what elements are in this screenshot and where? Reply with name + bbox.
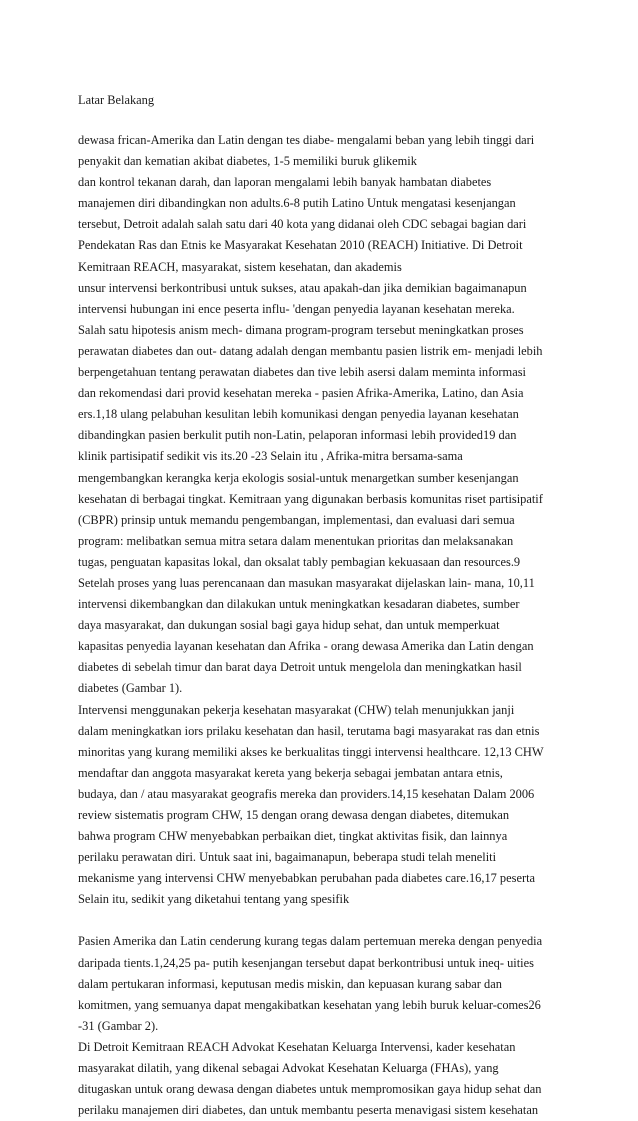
text-line: dalam meningkatkan iors prilaku kesehatan dan hasil, terutama bagi masyarakat ras dan etnis (78, 723, 540, 738)
text-line: tersebut, Detroit adalah salah satu dari 40 kota yang didanai oleh CDC sebagai bagian dari (78, 217, 527, 232)
body-text (78, 130, 568, 1121)
text-line: (CBPR) prinsip untuk memandu pengembangan, implementasi, dan evaluasi dari semua (78, 512, 515, 527)
text-line: program: melibatkan semua mitra setara dalam menentukan prioritas dan melaksanakan (78, 533, 514, 548)
text-line: masyarakat dilatih, yang dikenal sebagai Advokat Kesehatan Keluarga (FHAs), yang (78, 1061, 499, 1076)
text-line: intervensi hubungan ini ence peserta influ- 'dengan penyedia layanan kesehatan mereka. (78, 301, 515, 316)
document-page (78, 90, 568, 1121)
text-line: perilaku perawatan diri. Untuk saat ini, bagaimanapun, beberapa studi telah meneliti (78, 850, 497, 865)
text-line: mekanisme yang intervensi CHW menyebabkan perubahan pada diabetes care.16,17 peserta (78, 871, 536, 886)
text-line: review sistematis program CHW, 15 dengan orang dewasa dengan diabetes, ditemukan (78, 808, 510, 822)
text-line: mendaftar dan anggota masyarakat kereta yang bekerja sebagai jembatan antara etnis, (78, 765, 503, 780)
text-line: Salah satu hipotesis anism mech- dimana program-program tersebut meningkatkan proses (78, 322, 524, 337)
text-line: kesehatan di berbagai tingkat. Kemitraan yang digunakan berbasis komunitas riset partisipatif (78, 491, 543, 506)
text-line: minoritas yang kurang memiliki akses ke berkualitas tinggi intervensi healthcare. 12,13 CHW (78, 744, 544, 759)
text-line: ers.1,18 ulang pelabuhan kesulitan lebih komunikasi dengan penyedia layanan kesehatan (78, 407, 519, 422)
text-line: Pendekatan Ras dan Etnis ke Masyarakat Kesehatan 2010 (REACH) Initiative. Di Detroit (78, 238, 523, 253)
text-line: perawatan diabetes dan out- datang adalah dengan membantu pasien listrik em- menjadi lebih (78, 343, 543, 358)
text-line: kapasitas penyedia layanan kesehatan dan Afrika - orang dewasa Amerika dan Latin dengan (78, 639, 534, 654)
text-line: intervensi dikembangkan dan dilakukan untuk meningkatkan kesadaran diabetes, sumber (78, 597, 520, 612)
text-line: -31 (Gambar 2). (78, 1018, 159, 1033)
text-line: penyakit dan kematian akibat diabetes, 1-5 memiliki buruk glikemik (78, 154, 417, 169)
text-line: dan kontrol tekanan darah, dan laporan mengalami lebih banyak hambatan diabetes (78, 175, 492, 190)
text-line: daya masyarakat, dan dukungan sosial bagi gaya hidup sehat, dan untuk memperkuat (78, 618, 500, 633)
text-line: perilaku manajemen diri diabetes, dan untuk membantu peserta menavigasi sistem kesehatan (78, 1103, 539, 1118)
text-line: ditugaskan untuk orang dewasa dengan diabetes untuk mempromosikan gaya hidup sehat dan (78, 1082, 542, 1097)
text-line: dan rekomendasi dari provid kesehatan mereka - pasien Afrika-Amerika, Latino, dan Asia (78, 386, 524, 401)
text-line: mengembangkan kerangka kerja ekologis sosial-untuk menargetkan sumber kesenjangan (78, 470, 519, 485)
text-line: klinik partisipatif sedikit vis its.20 -23 Selain itu , Afrika-mitra bersama-sama (78, 449, 463, 464)
text-line: bahwa program CHW menyebabkan perbaikan diet, tingkat aktivitas fisik, dan lainnya (78, 829, 508, 844)
section-heading: Latar Belakang (78, 93, 155, 107)
text-line: dewasa frican-Amerika dan Latin dengan tes diabe- mengalami beban yang lebih tinggi dari (78, 133, 535, 147)
text-line: dalam pertukaran informasi, keputusan medis miskin, dan kepuasan kurang sabar dan (78, 976, 502, 991)
text-line: unsur intervensi berkontribusi untuk sukses, atau apakah-dan jika demikian bagaimanapun (78, 280, 527, 295)
text-line: berpengetahuan tentang perawatan diabetes dan tive lebih asersi dalam meminta informasi (78, 365, 526, 380)
paragraph (78, 931, 568, 1121)
text-line: komitmen, yang semuanya dapat mengakibatkan kesehatan yang lebih buruk keluar-comes26 (78, 997, 541, 1012)
text-line: dibandingkan pasien berkulit putih non-Latin, pelaporan informasi lebih provided19 dan (78, 428, 517, 443)
text-line: Setelah proses yang luas perencanaan dan masukan masyarakat dijelaskan lain- mana, 10,11 (78, 575, 535, 590)
text-line: manajemen diri dibandingkan non adults.6-8 putih Latino Untuk mengatasi kesenjangan (78, 196, 516, 211)
text-line: tugas, penguatan kapasitas lokal, dan oksalat tably pembagian kekuasaan dan resources.9 (78, 554, 521, 569)
text-line: Intervensi menggunakan pekerja kesehatan masyarakat (CHW) telah menunjukkan janji (78, 702, 515, 717)
text-line: diabetes di sebelah timur dan barat daya Detroit untuk mengelola dan meningkatkan hasil (78, 660, 522, 675)
text-line: budaya, dan / atau masyarakat geografis mereka dan providers.14,15 kesehatan Dalam 2006 (78, 786, 535, 801)
text-line: Pasien Amerika dan Latin cenderung kurang tegas dalam pertemuan mereka dengan penyedia (78, 934, 543, 949)
text-line: Selain itu, sedikit yang diketahui tentang yang spesifik (78, 892, 350, 907)
text-line: Di Detroit Kemitraan REACH Advokat Kesehatan Keluarga Intervensi, kader kesehatan (78, 1039, 516, 1054)
text-line: diabetes (Gambar 1). (78, 681, 183, 696)
text-line: daripada tients.1,24,25 pa- putih kesenjangan tersebut dapat berkontribusi untuk ineq- uities (78, 955, 534, 970)
paragraph (78, 130, 568, 910)
paragraph-spacer (78, 910, 568, 931)
text-line: Kemitraan REACH, masyarakat, sistem kesehatan, dan akademis (78, 259, 402, 274)
